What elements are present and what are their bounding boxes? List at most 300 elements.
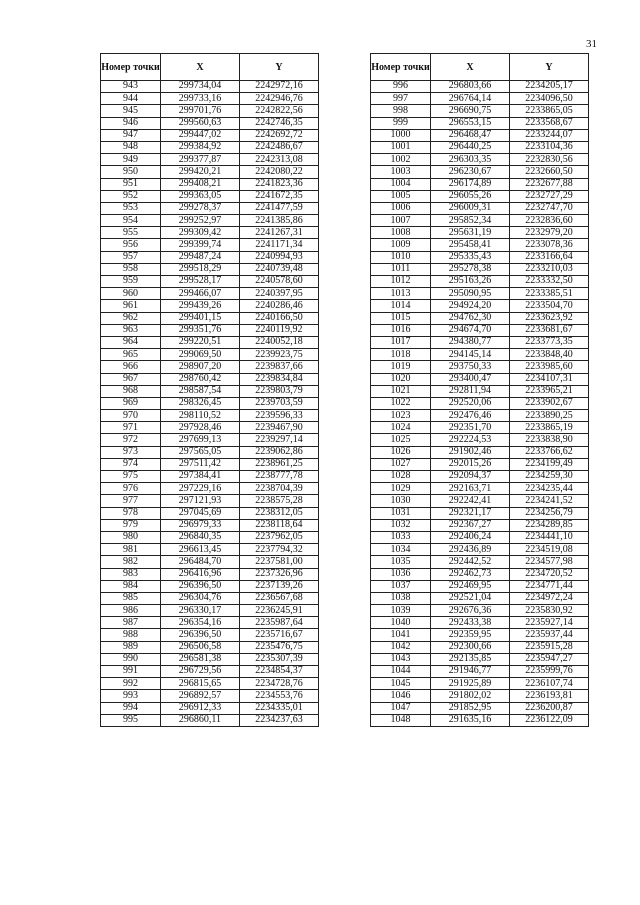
cell-x: 296803,66 xyxy=(431,81,510,93)
cell-y: 2238961,25 xyxy=(240,458,319,470)
cell-point-number: 1033 xyxy=(371,531,431,543)
table-row xyxy=(101,519,319,531)
cell-x: 296764,14 xyxy=(431,93,510,105)
table-row xyxy=(371,678,589,690)
cell-x: 292521,04 xyxy=(431,592,510,604)
cell-x: 296690,75 xyxy=(431,105,510,117)
cell-y: 2239596,33 xyxy=(240,410,319,422)
cell-x: 299408,21 xyxy=(161,178,240,190)
cell-y: 2240286,46 xyxy=(240,300,319,312)
cell-point-number: 989 xyxy=(101,641,161,653)
cell-x: 299733,16 xyxy=(161,93,240,105)
cell-x: 299420,21 xyxy=(161,166,240,178)
table-row xyxy=(101,263,319,275)
cell-y: 2233902,67 xyxy=(510,397,589,409)
cell-point-number: 1019 xyxy=(371,361,431,373)
cell-point-number: 998 xyxy=(371,105,431,117)
cell-point-number: 1034 xyxy=(371,544,431,556)
cell-point-number: 981 xyxy=(101,544,161,556)
cell-y: 2233773,35 xyxy=(510,336,589,348)
cell-point-number: 948 xyxy=(101,141,161,153)
cell-point-number: 1036 xyxy=(371,568,431,580)
cell-y: 2242946,76 xyxy=(240,93,319,105)
table-row xyxy=(371,190,589,202)
table-row xyxy=(371,544,589,556)
table-row xyxy=(101,702,319,714)
cell-point-number: 1040 xyxy=(371,617,431,629)
cell-x: 291902,46 xyxy=(431,446,510,458)
table-row xyxy=(101,215,319,227)
cell-point-number: 1031 xyxy=(371,507,431,519)
cell-point-number: 1042 xyxy=(371,641,431,653)
cell-y: 2234205,17 xyxy=(510,81,589,93)
table-row xyxy=(101,324,319,336)
cell-x: 295163,26 xyxy=(431,276,510,288)
cell-x: 294380,77 xyxy=(431,336,510,348)
cell-point-number: 1030 xyxy=(371,495,431,507)
cell-x: 297511,42 xyxy=(161,458,240,470)
cell-x: 296613,45 xyxy=(161,544,240,556)
cell-point-number: 1008 xyxy=(371,227,431,239)
cell-y: 2238312,05 xyxy=(240,507,319,519)
cell-point-number: 975 xyxy=(101,471,161,483)
cell-x: 292476,46 xyxy=(431,410,510,422)
table-row xyxy=(101,714,319,726)
table-row xyxy=(371,239,589,251)
cell-y: 2234519,08 xyxy=(510,544,589,556)
cell-point-number: 979 xyxy=(101,519,161,531)
table-row xyxy=(101,617,319,629)
table-row xyxy=(101,349,319,361)
cell-point-number: 970 xyxy=(101,410,161,422)
table-row xyxy=(371,495,589,507)
cell-x: 297384,41 xyxy=(161,471,240,483)
cell-x: 291852,95 xyxy=(431,702,510,714)
table-row xyxy=(371,300,589,312)
cell-point-number: 999 xyxy=(371,117,431,129)
cell-x: 292676,36 xyxy=(431,605,510,617)
cell-x: 299351,76 xyxy=(161,324,240,336)
cell-point-number: 963 xyxy=(101,324,161,336)
cell-point-number: 978 xyxy=(101,507,161,519)
header-y: Y xyxy=(510,54,589,81)
cell-y: 2235307,39 xyxy=(240,653,319,665)
table-row xyxy=(371,227,589,239)
cell-point-number: 992 xyxy=(101,678,161,690)
cell-point-number: 947 xyxy=(101,129,161,141)
cell-point-number: 1028 xyxy=(371,471,431,483)
cell-x: 294145,14 xyxy=(431,349,510,361)
cell-x: 296484,70 xyxy=(161,556,240,568)
cell-x: 298587,54 xyxy=(161,385,240,397)
cell-point-number: 955 xyxy=(101,227,161,239)
cell-x: 292436,89 xyxy=(431,544,510,556)
table-row xyxy=(101,434,319,446)
cell-y: 2233838,90 xyxy=(510,434,589,446)
cell-x: 296330,17 xyxy=(161,605,240,617)
cell-point-number: 1032 xyxy=(371,519,431,531)
cell-x: 299384,92 xyxy=(161,141,240,153)
cell-y: 2240166,50 xyxy=(240,312,319,324)
table-row xyxy=(371,592,589,604)
table-row xyxy=(371,263,589,275)
cell-point-number: 952 xyxy=(101,190,161,202)
cell-y: 2242692,72 xyxy=(240,129,319,141)
cell-y: 2235987,64 xyxy=(240,617,319,629)
cell-x: 296009,31 xyxy=(431,202,510,214)
table-row xyxy=(101,605,319,617)
cell-point-number: 990 xyxy=(101,653,161,665)
cell-x: 296506,58 xyxy=(161,641,240,653)
table-row xyxy=(101,629,319,641)
cell-y: 2239803,79 xyxy=(240,385,319,397)
cell-point-number: 965 xyxy=(101,349,161,361)
cell-y: 2237794,32 xyxy=(240,544,319,556)
cell-point-number: 983 xyxy=(101,568,161,580)
cell-y: 2234241,52 xyxy=(510,495,589,507)
cell-point-number: 1017 xyxy=(371,336,431,348)
table-row xyxy=(371,361,589,373)
table-row xyxy=(101,251,319,263)
cell-point-number: 966 xyxy=(101,361,161,373)
cell-y: 2234199,49 xyxy=(510,458,589,470)
cell-y: 2242822,56 xyxy=(240,105,319,117)
cell-point-number: 1014 xyxy=(371,300,431,312)
cell-x: 296055,26 xyxy=(431,190,510,202)
cell-x: 299734,04 xyxy=(161,81,240,93)
table-row xyxy=(371,422,589,434)
cell-point-number: 1020 xyxy=(371,373,431,385)
cell-x: 293750,33 xyxy=(431,361,510,373)
table-row xyxy=(101,361,319,373)
table-row xyxy=(371,105,589,117)
cell-point-number: 946 xyxy=(101,117,161,129)
cell-y: 2233210,03 xyxy=(510,263,589,275)
table-row xyxy=(371,397,589,409)
cell-y: 2236567,68 xyxy=(240,592,319,604)
cell-point-number: 1013 xyxy=(371,288,431,300)
cell-y: 2240578,60 xyxy=(240,276,319,288)
table-row xyxy=(101,239,319,251)
cell-y: 2235927,14 xyxy=(510,617,589,629)
cell-x: 292367,27 xyxy=(431,519,510,531)
cell-y: 2234096,50 xyxy=(510,93,589,105)
cell-x: 297121,93 xyxy=(161,495,240,507)
cell-x: 299220,51 xyxy=(161,336,240,348)
table-body-left xyxy=(101,81,319,727)
cell-y: 2234289,85 xyxy=(510,519,589,531)
table-row xyxy=(371,568,589,580)
cell-y: 2236200,87 xyxy=(510,702,589,714)
cell-x: 296396,50 xyxy=(161,629,240,641)
cell-point-number: 1022 xyxy=(371,397,431,409)
cell-y: 2237139,26 xyxy=(240,580,319,592)
cell-point-number: 1018 xyxy=(371,349,431,361)
cell-y: 2233504,70 xyxy=(510,300,589,312)
table-row xyxy=(101,544,319,556)
cell-x: 292094,37 xyxy=(431,471,510,483)
cell-x: 297928,46 xyxy=(161,422,240,434)
cell-y: 2239834,84 xyxy=(240,373,319,385)
table-row xyxy=(371,605,589,617)
cell-y: 2234107,31 xyxy=(510,373,589,385)
table-row xyxy=(371,215,589,227)
cell-point-number: 980 xyxy=(101,531,161,543)
cell-y: 2237962,05 xyxy=(240,531,319,543)
cell-x: 298110,52 xyxy=(161,410,240,422)
header-point-number: Номер точки xyxy=(371,54,431,81)
cell-y: 2235999,76 xyxy=(510,666,589,678)
cell-x: 299487,24 xyxy=(161,251,240,263)
cell-x: 296396,50 xyxy=(161,580,240,592)
cell-x: 296440,25 xyxy=(431,141,510,153)
table-row xyxy=(101,495,319,507)
cell-point-number: 961 xyxy=(101,300,161,312)
cell-x: 292321,17 xyxy=(431,507,510,519)
cell-x: 295631,19 xyxy=(431,227,510,239)
cell-point-number: 1029 xyxy=(371,483,431,495)
coordinates-table-left xyxy=(100,53,319,727)
cell-x: 294674,70 xyxy=(431,324,510,336)
cell-point-number: 1025 xyxy=(371,434,431,446)
cell-y: 2233890,25 xyxy=(510,410,589,422)
cell-y: 2232677,88 xyxy=(510,178,589,190)
cell-point-number: 1044 xyxy=(371,666,431,678)
cell-y: 2239837,66 xyxy=(240,361,319,373)
table-row xyxy=(371,434,589,446)
cell-point-number: 991 xyxy=(101,666,161,678)
cell-point-number: 1047 xyxy=(371,702,431,714)
cell-y: 2242486,67 xyxy=(240,141,319,153)
cell-y: 2237326,96 xyxy=(240,568,319,580)
cell-point-number: 945 xyxy=(101,105,161,117)
table-row xyxy=(371,471,589,483)
table-row xyxy=(101,641,319,653)
table-row xyxy=(101,458,319,470)
cell-x: 296979,33 xyxy=(161,519,240,531)
header-point-number: Номер точки xyxy=(101,54,161,81)
cell-y: 2242080,22 xyxy=(240,166,319,178)
cell-y: 2233568,67 xyxy=(510,117,589,129)
cell-y: 2242972,16 xyxy=(240,81,319,93)
table-row xyxy=(101,373,319,385)
cell-point-number: 1007 xyxy=(371,215,431,227)
cell-point-number: 1038 xyxy=(371,592,431,604)
cell-y: 2232660,50 xyxy=(510,166,589,178)
table-row xyxy=(101,666,319,678)
cell-x: 297229,16 xyxy=(161,483,240,495)
cell-y: 2235830,92 xyxy=(510,605,589,617)
cell-x: 299439,26 xyxy=(161,300,240,312)
cell-y: 2236193,81 xyxy=(510,690,589,702)
table-row xyxy=(371,714,589,726)
table-header-row xyxy=(101,54,319,81)
table-row xyxy=(101,580,319,592)
cell-x: 293400,47 xyxy=(431,373,510,385)
cell-y: 2235915,28 xyxy=(510,641,589,653)
cell-x: 297045,69 xyxy=(161,507,240,519)
cell-x: 291946,77 xyxy=(431,666,510,678)
cell-point-number: 953 xyxy=(101,202,161,214)
table-header-row xyxy=(371,54,589,81)
cell-point-number: 1048 xyxy=(371,714,431,726)
cell-x: 292300,66 xyxy=(431,641,510,653)
table-row xyxy=(101,653,319,665)
cell-point-number: 950 xyxy=(101,166,161,178)
table-row xyxy=(101,190,319,202)
page-number: 31 xyxy=(586,38,597,50)
cell-point-number: 958 xyxy=(101,263,161,275)
cell-x: 299377,87 xyxy=(161,154,240,166)
table-row xyxy=(371,446,589,458)
cell-y: 2236107,74 xyxy=(510,678,589,690)
cell-x: 299447,02 xyxy=(161,129,240,141)
cell-y: 2241267,31 xyxy=(240,227,319,239)
table-row xyxy=(371,141,589,153)
cell-y: 2235716,67 xyxy=(240,629,319,641)
cell-point-number: 1005 xyxy=(371,190,431,202)
cell-y: 2240397,95 xyxy=(240,288,319,300)
cell-point-number: 959 xyxy=(101,276,161,288)
cell-y: 2242746,35 xyxy=(240,117,319,129)
cell-y: 2233104,36 xyxy=(510,141,589,153)
cell-y: 2236122,09 xyxy=(510,714,589,726)
cell-y: 2233965,21 xyxy=(510,385,589,397)
cell-point-number: 1024 xyxy=(371,422,431,434)
cell-y: 2233681,67 xyxy=(510,324,589,336)
cell-point-number: 974 xyxy=(101,458,161,470)
cell-y: 2234553,76 xyxy=(240,690,319,702)
cell-point-number: 986 xyxy=(101,605,161,617)
table-row xyxy=(101,227,319,239)
cell-x: 299701,76 xyxy=(161,105,240,117)
coordinates-table-right xyxy=(370,53,589,727)
table-row xyxy=(101,690,319,702)
cell-y: 2234441,10 xyxy=(510,531,589,543)
cell-x: 292406,24 xyxy=(431,531,510,543)
cell-point-number: 967 xyxy=(101,373,161,385)
cell-x: 296912,33 xyxy=(161,702,240,714)
cell-point-number: 954 xyxy=(101,215,161,227)
table-row xyxy=(371,556,589,568)
table-row xyxy=(371,349,589,361)
cell-x: 291925,89 xyxy=(431,678,510,690)
cell-y: 2233848,40 xyxy=(510,349,589,361)
cell-x: 292224,53 xyxy=(431,434,510,446)
table-row xyxy=(101,471,319,483)
cell-y: 2241171,34 xyxy=(240,239,319,251)
table-row xyxy=(371,336,589,348)
table-row xyxy=(101,300,319,312)
cell-x: 295335,43 xyxy=(431,251,510,263)
table-row xyxy=(101,483,319,495)
table-row xyxy=(371,81,589,93)
cell-x: 294762,30 xyxy=(431,312,510,324)
cell-x: 296892,57 xyxy=(161,690,240,702)
header-x: X xyxy=(431,54,510,81)
cell-y: 2234972,24 xyxy=(510,592,589,604)
table-row xyxy=(101,678,319,690)
cell-y: 2238704,39 xyxy=(240,483,319,495)
cell-x: 297565,05 xyxy=(161,446,240,458)
header-y: Y xyxy=(240,54,319,81)
cell-x: 299518,29 xyxy=(161,263,240,275)
cell-y: 2236245,91 xyxy=(240,605,319,617)
cell-y: 2241823,36 xyxy=(240,178,319,190)
table-row xyxy=(371,690,589,702)
cell-y: 2240739,48 xyxy=(240,263,319,275)
cell-y: 2233244,07 xyxy=(510,129,589,141)
cell-y: 2239923,75 xyxy=(240,349,319,361)
cell-x: 296304,76 xyxy=(161,592,240,604)
cell-point-number: 949 xyxy=(101,154,161,166)
table-row xyxy=(101,81,319,93)
table-row xyxy=(371,385,589,397)
cell-point-number: 1012 xyxy=(371,276,431,288)
table-row xyxy=(101,178,319,190)
cell-point-number: 1027 xyxy=(371,458,431,470)
cell-point-number: 1000 xyxy=(371,129,431,141)
cell-x: 296230,67 xyxy=(431,166,510,178)
cell-y: 2240052,18 xyxy=(240,336,319,348)
cell-y: 2234771,44 xyxy=(510,580,589,592)
cell-point-number: 1011 xyxy=(371,263,431,275)
cell-y: 2233078,36 xyxy=(510,239,589,251)
table-row xyxy=(101,117,319,129)
cell-y: 2239062,86 xyxy=(240,446,319,458)
cell-x: 296581,38 xyxy=(161,653,240,665)
table-row xyxy=(371,483,589,495)
table-row xyxy=(371,580,589,592)
cell-y: 2238118,64 xyxy=(240,519,319,531)
table-row xyxy=(101,568,319,580)
cell-point-number: 1023 xyxy=(371,410,431,422)
cell-x: 296815,65 xyxy=(161,678,240,690)
cell-y: 2232836,60 xyxy=(510,215,589,227)
table-row xyxy=(371,641,589,653)
cell-x: 299528,17 xyxy=(161,276,240,288)
cell-x: 299560,63 xyxy=(161,117,240,129)
cell-y: 2233766,62 xyxy=(510,446,589,458)
cell-x: 296303,35 xyxy=(431,154,510,166)
cell-x: 298760,42 xyxy=(161,373,240,385)
cell-y: 2238575,28 xyxy=(240,495,319,507)
table-row xyxy=(371,202,589,214)
cell-x: 296729,56 xyxy=(161,666,240,678)
table-row xyxy=(371,276,589,288)
cell-y: 2234854,37 xyxy=(240,666,319,678)
cell-point-number: 1046 xyxy=(371,690,431,702)
table-row xyxy=(371,653,589,665)
cell-x: 292433,38 xyxy=(431,617,510,629)
cell-point-number: 993 xyxy=(101,690,161,702)
table-row xyxy=(101,141,319,153)
table-row xyxy=(101,446,319,458)
cell-y: 2234728,76 xyxy=(240,678,319,690)
table-row xyxy=(371,629,589,641)
table-row xyxy=(101,312,319,324)
cell-point-number: 1015 xyxy=(371,312,431,324)
cell-x: 292462,73 xyxy=(431,568,510,580)
table-row xyxy=(371,617,589,629)
cell-x: 299399,74 xyxy=(161,239,240,251)
cell-point-number: 1006 xyxy=(371,202,431,214)
cell-point-number: 960 xyxy=(101,288,161,300)
cell-x: 292135,85 xyxy=(431,653,510,665)
cell-point-number: 1009 xyxy=(371,239,431,251)
cell-y: 2232830,56 xyxy=(510,154,589,166)
cell-x: 292359,95 xyxy=(431,629,510,641)
